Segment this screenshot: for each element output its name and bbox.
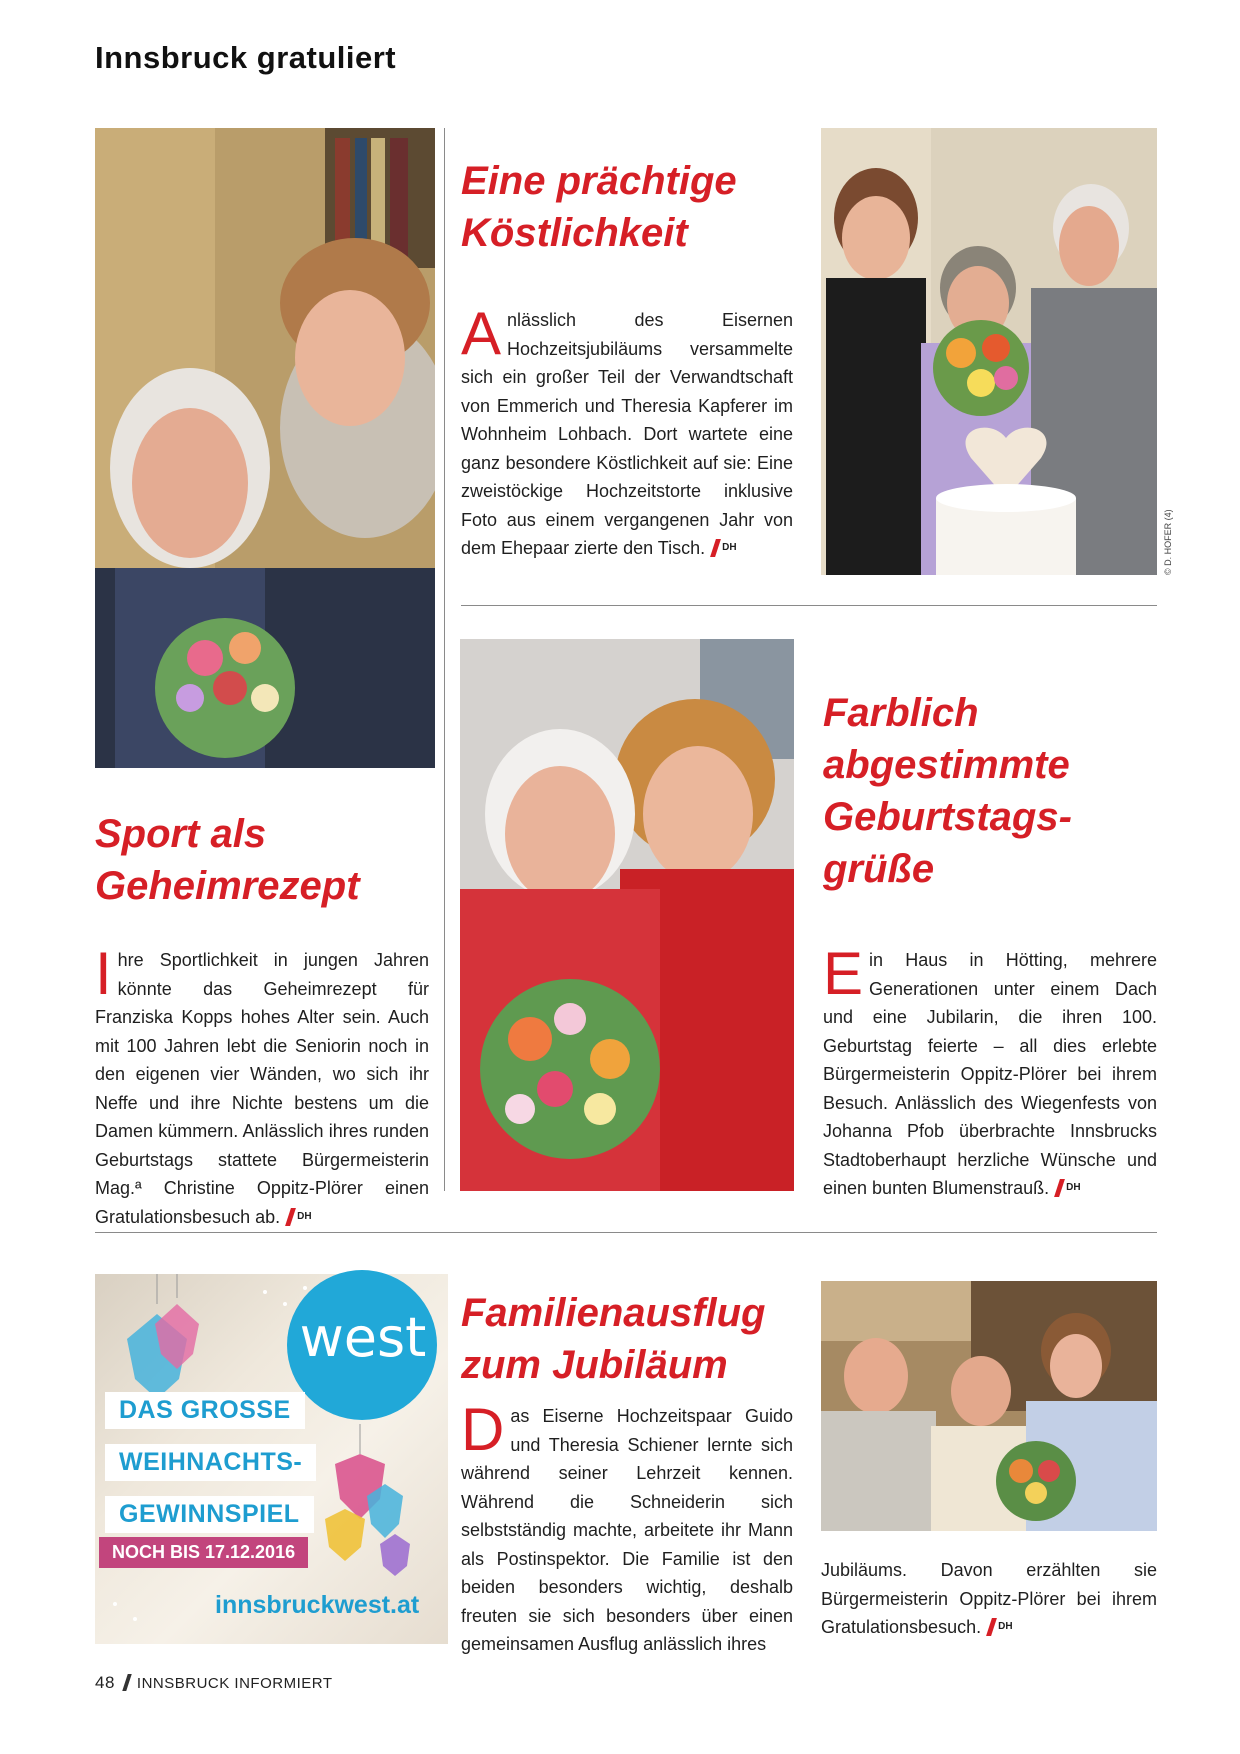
photo-sport-article [95, 128, 435, 768]
section-title: Innsbruck gratuliert [95, 40, 397, 75]
photo-credit: © D. HOFER (4) [1163, 509, 1173, 575]
ad-date-badge: NOCH BIS 17.12.2016 [99, 1537, 308, 1568]
headline-line: Familienausflug [461, 1291, 766, 1335]
photo-familienausflug [821, 1281, 1157, 1531]
article-text: in Haus in Hötting, mehrere Generationen unter einem Dach und eine Jubilarin, die ihren 100. Geburtstag feierte – all dies erlebte Bürgermeisterin Oppitz-Plörer bei ihrem Besuch. Anlässlich des Wiegenfests von Johanna Pfob überbrachte Innsbrucks Stadtoberhaupt herzliche Wünsche und einen bunten Blumenstrauß. [823, 950, 1157, 1198]
headline-line: grüße [823, 847, 935, 891]
headline-line: Sport als [95, 812, 267, 856]
headline-eine-praechtige [461, 155, 737, 259]
article-text: hre Sportlichkeit in jungen Jahren könnte das Geheimrezept für Franziska Kopps hohes Alter sein. Auch mit 100 Jahren lebt die Seniorin noch in den eigenen vier Wänden, wo sich ihr Neffe und ihre Nichte bestens um die Damen kümmern. Anlässlich ihres runden Geburtstags stattete Bürgermeisterin Mag.ª Christine Oppitz-Plörer einen Gratulationsbesuch ab. [95, 950, 429, 1227]
headline-line: Eine prächtige [461, 159, 737, 203]
end-mark-icon [285, 1208, 296, 1226]
dropcap: E [823, 940, 864, 1007]
dropcap: A [461, 300, 502, 367]
dropcap: I [95, 940, 112, 1007]
headline-familienausflug [461, 1287, 766, 1391]
end-mark-icon [710, 539, 721, 557]
headline-line: zum Jubiläum [461, 1343, 728, 1387]
headline-sport [95, 808, 360, 912]
headline-line: Köstlichkeit [461, 211, 688, 255]
headline-line: Geburtstags- [823, 795, 1072, 839]
photo-geburtstag [460, 639, 794, 1191]
slash-icon [122, 1674, 132, 1691]
horizontal-divider [95, 1232, 1157, 1233]
headline-farblich [823, 687, 1072, 895]
page-number: 48 [95, 1673, 115, 1692]
article-text: nlässlich des Eisernen Hochzeitsjubiläums versammelte sich ein großer Teil der Verwandtschaft von Emmerich und Theresia Kapferer im Wohnheim Lohbach. Dort wartete eine ganz besondere Köstlichkeit auf sie: Eine zweistöckige Hochzeitstorte inklusive Foto aus einem vergangenen Jahr von dem Ehepaar zierte den Tisch. [461, 310, 793, 558]
author-initials: DH [722, 542, 737, 553]
article-body-a1 [461, 300, 793, 563]
photo-wedding-cake [821, 128, 1157, 575]
page-footer [95, 1673, 333, 1693]
headline-line: abgestimmte [823, 743, 1070, 787]
ad-line-3: GEWINNSPIEL [105, 1496, 314, 1533]
article-body-a3 [823, 940, 1157, 1203]
ad-url-link[interactable]: innsbruckwest.at [215, 1591, 420, 1619]
article-body-a4 [461, 1396, 793, 1659]
west-logo-text: west [299, 1306, 427, 1369]
end-mark-icon [1054, 1179, 1065, 1197]
publication-name: INNSBRUCK INFORMIERT [136, 1675, 333, 1692]
article-body-a4-cont [821, 1556, 1157, 1642]
headline-line: Geheimrezept [95, 864, 360, 908]
author-initials: DH [1066, 1182, 1081, 1193]
ad-line-2: WEIHNACHTS- [105, 1444, 316, 1481]
column-divider [444, 128, 445, 1191]
author-initials: DH [297, 1210, 312, 1222]
author-initials: DH [998, 1621, 1013, 1632]
headline-line: Farblich [823, 691, 979, 735]
horizontal-divider [461, 605, 1157, 606]
article-text: Jubiläums. Davon erzählten sie Bürgermeisterin Oppitz-Plörer bei ihrem Gratulationsbesuch. [821, 1560, 1157, 1637]
end-mark-icon [986, 1618, 997, 1636]
article-body-a2 [95, 940, 429, 1231]
article-text: as Eiserne Hochzeitspaar Guido und Theresia Schiener lernte sich während seiner Lehrzeit kennen. Während die Schneiderin sich selbstständig machte, arbeitete ihr Mann als Postinspektor. Die Familie ist den beiden besonders wichtig, deshalb freuten sie sich besonders über einen gemeinsamen Ausflug anlässlich ihres [461, 1406, 793, 1654]
ad-line-1: DAS GROSSE [105, 1392, 305, 1429]
dropcap: D [461, 1396, 505, 1463]
